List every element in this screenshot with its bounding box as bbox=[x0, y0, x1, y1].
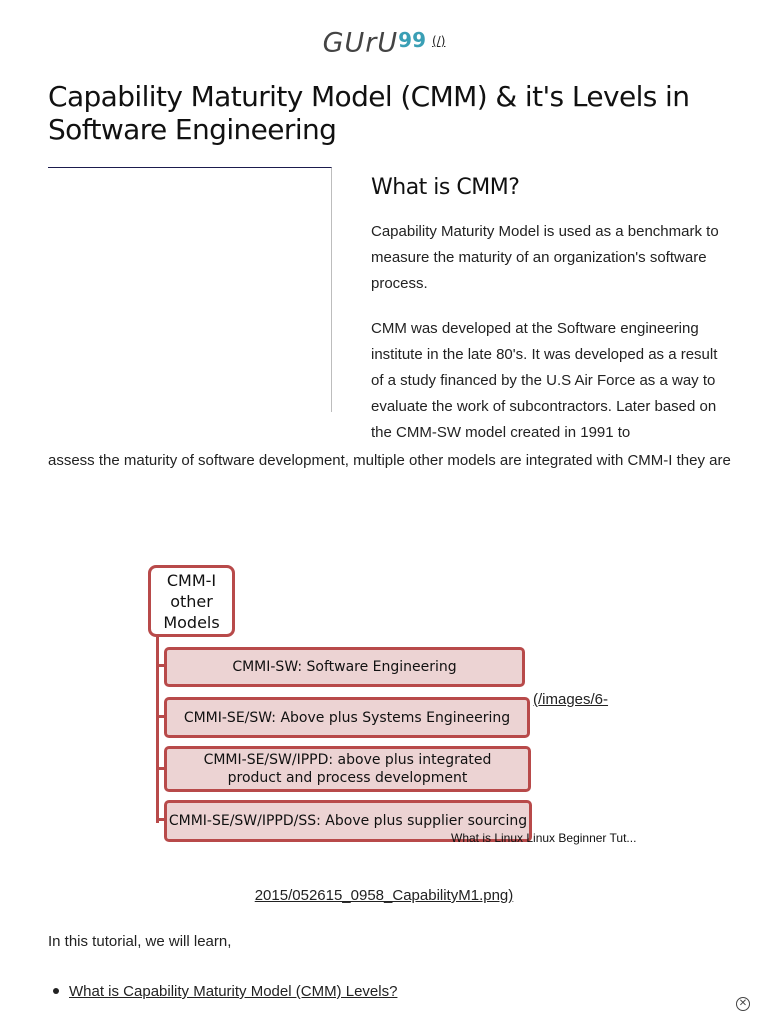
site-logo[interactable] bbox=[0, 26, 768, 58]
diagram-connector-vertical bbox=[156, 637, 159, 823]
video-overlay-caption[interactable]: What is Linux Linux Beginner Tut... bbox=[451, 831, 637, 845]
bullet-icon bbox=[53, 988, 59, 994]
image-link-part2[interactable]: 2015/052615_0958_CapabilityM1.png) bbox=[254, 887, 514, 904]
diagram-node-cmmi-sw: CMMI-SW: Software Engineering bbox=[164, 647, 525, 687]
toc-list bbox=[48, 983, 397, 1000]
page-title: Capability Maturity Model (CMM) & it's Levels in Software Engineering bbox=[48, 80, 690, 146]
paragraph-history: CMM was developed at the Software engineering institute in the late 80's. It was developed as a result of a study financed by the U.S Air Force as a way to evaluate the work of subcontractors. Later based on the CMM-SW model created in 1991 to bbox=[371, 320, 718, 441]
logo-text: GUrU bbox=[322, 27, 399, 59]
image-link-part1[interactable]: (/images/6- bbox=[533, 691, 609, 708]
diagram-root-node: CMM-I other Models bbox=[148, 565, 235, 637]
close-icon[interactable]: ✕ bbox=[736, 997, 750, 1011]
ad-placeholder bbox=[48, 167, 332, 412]
logo-superscript: 99 bbox=[398, 28, 426, 52]
diagram-node-cmmi-se-sw-ippd-ss: CMMI-SE/SW/IPPD/SS: Above plus supplier sourcing bbox=[164, 800, 532, 842]
diagram-node-cmmi-se-sw-ippd: CMMI-SE/SW/IPPD: above plus integrated product and process development bbox=[164, 746, 531, 792]
home-link[interactable]: (/) bbox=[432, 34, 446, 48]
toc-link[interactable]: What is Capability Maturity Model (CMM) Levels? bbox=[69, 983, 398, 1000]
paragraph-history-continued: assess the maturity of software development, multiple other models are integrated with CMM-I they are bbox=[48, 452, 731, 469]
section-heading: What is CMM? bbox=[371, 175, 520, 200]
paragraph-definition: Capability Maturity Model is used as a benchmark to measure the maturity of an organization's software process. bbox=[371, 223, 719, 292]
learn-intro: In this tutorial, we will learn, bbox=[48, 933, 232, 950]
list-item bbox=[48, 983, 397, 1000]
diagram-node-cmmi-se-sw: CMMI-SE/SW: Above plus Systems Engineering bbox=[164, 697, 530, 738]
